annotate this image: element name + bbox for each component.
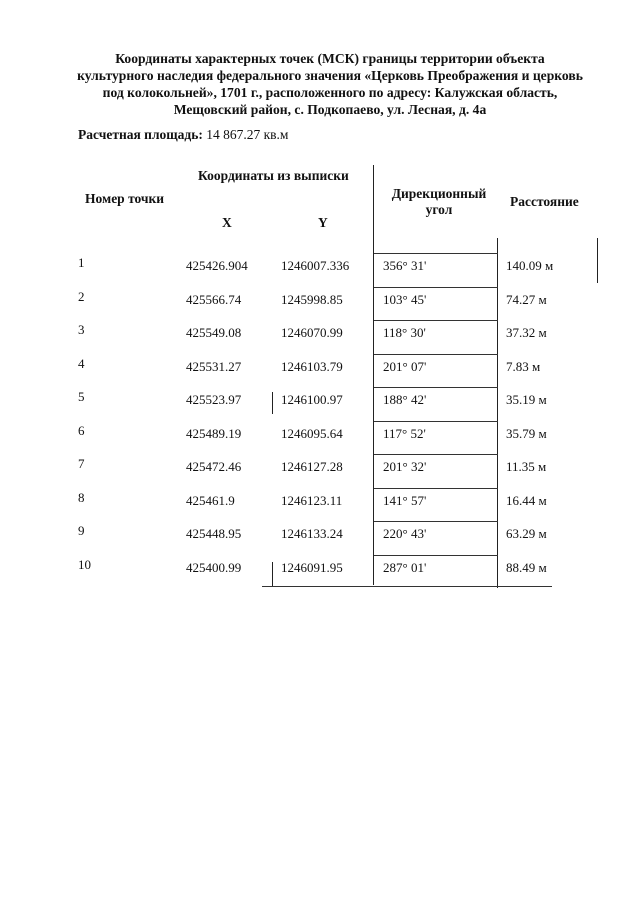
point-number: 1: [78, 255, 85, 270]
x-coordinate: 425461.9: [186, 492, 235, 508]
row-separator: [374, 555, 498, 556]
header-coordinates: Координаты из выписки: [198, 168, 349, 183]
header-y: Y: [318, 215, 328, 230]
x-coordinate: 425566.74: [186, 291, 242, 307]
direction-angle: 220° 43': [383, 526, 427, 541]
document-title: [60, 50, 600, 118]
distance: 140.09 м: [506, 258, 554, 273]
row-separator: [374, 320, 498, 321]
y-coordinate: 1245998.85: [281, 291, 343, 307]
direction-angle: 141° 57': [383, 492, 427, 508]
header-x: X: [222, 215, 232, 230]
x-coordinate: 425489.19: [186, 425, 242, 441]
y-tick-5: [272, 392, 273, 414]
y-coordinate: 1246100.97: [281, 392, 343, 407]
area-label: Расчетная площадь:: [78, 127, 203, 142]
angle-column-line: [373, 165, 374, 585]
distance-column-line: [497, 238, 498, 588]
distance: 35.19 м: [506, 392, 547, 407]
row-separator: [374, 488, 498, 489]
point-number: 8: [78, 489, 85, 505]
direction-angle: 201° 07': [383, 358, 427, 374]
x-coordinate: 425472.46: [186, 459, 242, 474]
x-coordinate: 425448.95: [186, 526, 242, 541]
row-separator: [374, 387, 498, 388]
distance: 37.32 м: [506, 325, 547, 340]
title-line-1: Координаты характерных точек (МСК) границы территории объекта: [115, 51, 545, 66]
distance: 7.83 м: [506, 358, 541, 374]
y-coordinate: 1246091.95: [281, 559, 343, 575]
row-separator: [374, 521, 498, 522]
y-coordinate: 1246133.24: [281, 526, 343, 541]
y-tick-10: [272, 562, 273, 586]
row-separator: [374, 253, 498, 254]
x-coordinate: 425549.08: [186, 325, 242, 340]
y-coordinate: 1246123.11: [281, 492, 343, 508]
distance: 74.27 м: [506, 291, 547, 307]
title-line-3: под колокольней», 1701 г., расположенного по адресу: Калужская область,: [102, 85, 558, 100]
distance: 35.79 м: [506, 425, 547, 441]
point-number: 3: [78, 322, 85, 337]
y-coordinate: 1246070.99: [281, 325, 343, 340]
point-number: 10: [78, 556, 91, 572]
y-coordinate: 1246103.79: [281, 358, 343, 374]
header-distance: Расстояние: [510, 194, 579, 209]
distance: 11.35 м: [506, 459, 547, 474]
title-line-2: культурного наследия федерального значения «Церковь Преображения и церковь: [77, 68, 583, 83]
distance: 16.44 м: [506, 492, 547, 508]
x-coordinate: 425426.904: [186, 258, 248, 273]
distance: 88.49 м: [506, 559, 547, 575]
title-line-4: Мещовский район, с. Подкопаево, ул. Лесная, д. 4а: [173, 102, 487, 117]
direction-angle: 117° 52': [383, 425, 426, 441]
direction-angle: 287° 01': [383, 559, 427, 575]
direction-angle: 103° 45': [383, 291, 427, 307]
x-coordinate: 425531.27: [186, 358, 242, 374]
row-separator: [374, 421, 498, 422]
point-number: 6: [78, 422, 85, 438]
row-separator: [374, 354, 498, 355]
x-coordinate: 425400.99: [186, 559, 242, 575]
point-number: 9: [78, 523, 85, 538]
point-number: 5: [78, 389, 85, 404]
calculated-area: [78, 127, 288, 143]
header-point-number: Номер точки: [85, 191, 165, 206]
right-edge-line: [597, 238, 598, 283]
point-number: 2: [78, 288, 85, 304]
point-number: 7: [78, 456, 85, 471]
point-number: 4: [78, 355, 85, 371]
y-coordinate: 1246095.64: [281, 425, 343, 441]
area-value: 14 867.27 кв.м: [206, 127, 289, 142]
y-coordinate: 1246127.28: [281, 459, 343, 474]
y-coordinate: 1246007.336: [281, 258, 350, 273]
direction-angle: 201° 32': [383, 459, 427, 474]
x-coordinate: 425523.97: [186, 392, 242, 407]
row-separator: [374, 287, 498, 288]
direction-angle: 356° 31': [383, 258, 427, 273]
header-direction-angle: Дирекционный угол: [391, 186, 487, 217]
distance: 63.29 м: [506, 526, 547, 541]
row-separator: [374, 454, 498, 455]
direction-angle: 188° 42': [383, 392, 427, 407]
direction-angle: 118° 30': [383, 325, 426, 340]
footer-rule: [262, 586, 552, 587]
